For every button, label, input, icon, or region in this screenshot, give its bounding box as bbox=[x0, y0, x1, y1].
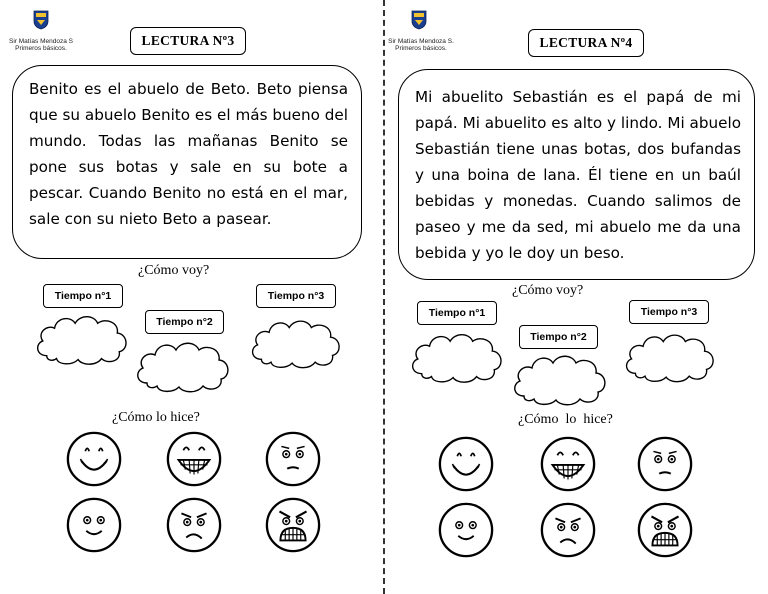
time-label-1-left: Tiempo n°1 bbox=[43, 284, 123, 308]
angry-face-icon[interactable] bbox=[264, 496, 322, 554]
reading-passage-left: Benito es el abuelo de Beto. Beto piensa que su abuelo Benito es el más bueno del mundo. Todas las mañanas Benito se pone sus botas y sale en su bote a pescar. Cuando Benito no está en el mar, sale con su nieto Beto a pasear. bbox=[12, 65, 362, 259]
cloud-answer-1-left[interactable] bbox=[33, 308, 131, 368]
frowning-face-icon[interactable] bbox=[539, 501, 597, 559]
lesson-title-right: LECTURA Nº4 bbox=[528, 29, 644, 57]
smiling-face-icon[interactable] bbox=[65, 496, 123, 554]
angry-face-icon[interactable] bbox=[636, 501, 694, 559]
time-label-3-right: Tiempo n°3 bbox=[629, 300, 709, 324]
worried-face-icon[interactable] bbox=[264, 430, 322, 488]
smiling-face-icon[interactable] bbox=[437, 501, 495, 559]
school-name-line1: Sir Matías Mendoza S bbox=[9, 38, 73, 45]
happy-face-icon[interactable] bbox=[437, 435, 495, 493]
reading-passage-right: Mi abuelito Sebastián es el papá de mi papá. Mi abuelito es alto y lindo. Mi abuelo Sebastián tiene unas botas, dos bufandas y una boina de lana. Él tiene en un baúl bebidas y monedas. Cuando salimos de paseo y me da sed, mi abuelo me da una bebida y yo le doy un beso. bbox=[398, 69, 755, 280]
cloud-answer-2-left[interactable] bbox=[133, 335, 233, 395]
time-label-2-left: Tiempo n°2 bbox=[145, 310, 224, 334]
school-grade-line: Primeros básicos. bbox=[15, 45, 67, 52]
grinning-face-icon[interactable] bbox=[539, 435, 597, 493]
time-label-1-right: Tiempo n°1 bbox=[417, 301, 497, 325]
cloud-answer-3-left[interactable] bbox=[248, 312, 344, 372]
page-divider bbox=[383, 0, 385, 594]
school-name bbox=[4, 38, 78, 52]
frowning-face-icon[interactable] bbox=[165, 496, 223, 554]
self-assessment-question-right: ¿Cómo lo hice? bbox=[518, 412, 613, 427]
grinning-face-icon[interactable] bbox=[165, 430, 223, 488]
progress-question-left: ¿Cómo voy? bbox=[138, 263, 210, 278]
school-name-line1: Sir Matías Mendoza S. bbox=[388, 38, 454, 45]
cloud-answer-2-right[interactable] bbox=[510, 348, 610, 408]
time-label-3-left: Tiempo n°3 bbox=[256, 284, 336, 308]
school-crest-icon bbox=[33, 10, 49, 30]
school-name bbox=[383, 38, 459, 52]
school-crest-icon bbox=[411, 10, 427, 30]
self-assessment-question-left: ¿Cómo lo hice? bbox=[112, 410, 200, 425]
cloud-answer-3-right[interactable] bbox=[622, 326, 718, 386]
progress-question-right: ¿Cómo voy? bbox=[512, 283, 584, 298]
worried-face-icon[interactable] bbox=[636, 435, 694, 493]
lesson-title-left: LECTURA Nº3 bbox=[130, 27, 246, 55]
school-grade-line: Primeros básicos. bbox=[395, 45, 447, 52]
time-label-2-right: Tiempo n°2 bbox=[519, 325, 598, 349]
happy-face-icon[interactable] bbox=[65, 430, 123, 488]
cloud-answer-1-right[interactable] bbox=[408, 326, 506, 386]
